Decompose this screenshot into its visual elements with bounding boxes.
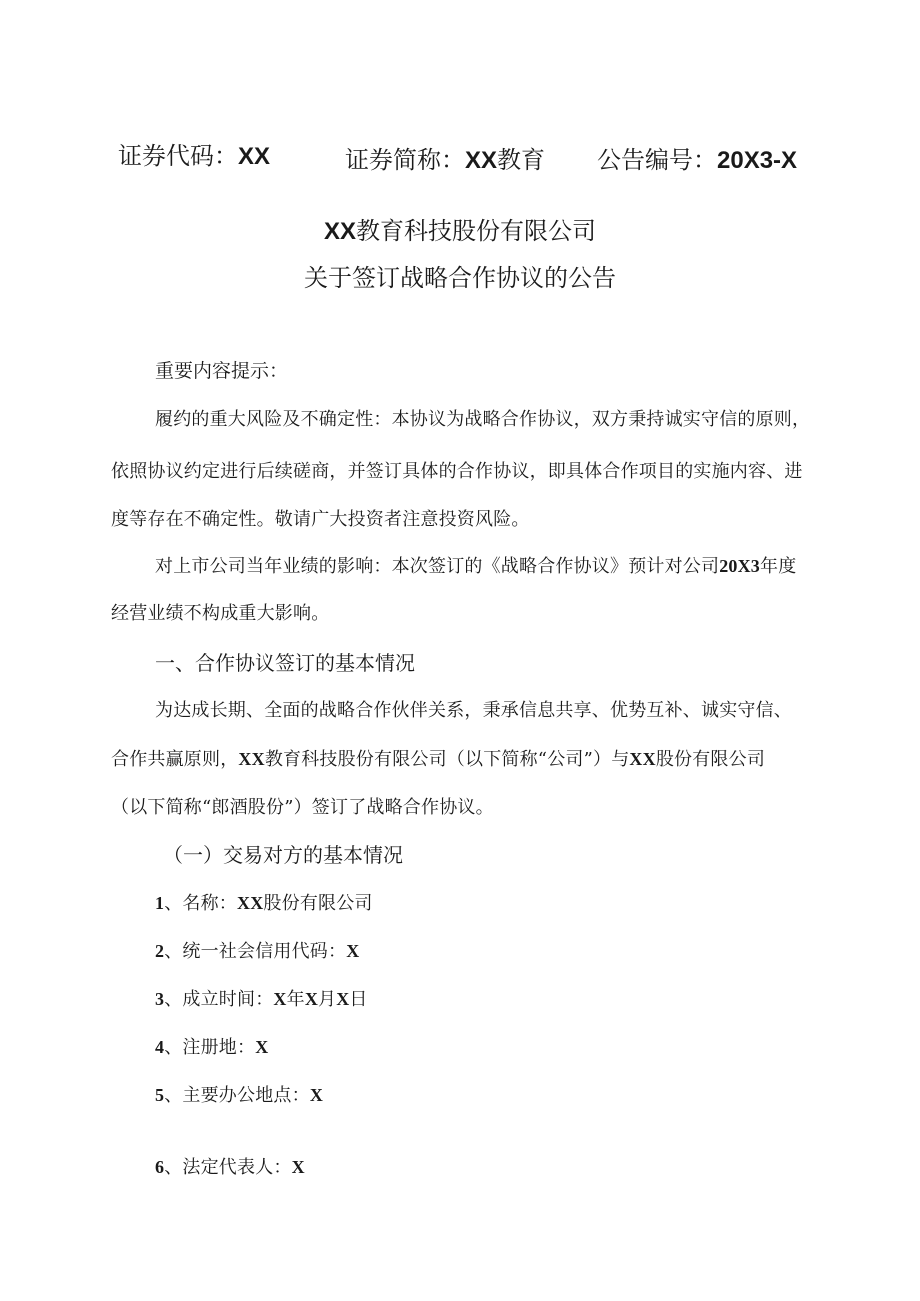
- item-number: 3: [155, 989, 165, 1009]
- item-office: [155, 1081, 323, 1107]
- company-title-rest: 教育科技股份有限公司: [356, 217, 596, 245]
- impact-text-b: 年度: [760, 556, 797, 577]
- item-label: 、注册地：: [164, 1037, 256, 1058]
- impact-line-2: 经营业绩不构成重大影响。: [111, 603, 330, 624]
- item-value: XX: [237, 893, 264, 913]
- item-number: 1: [155, 893, 165, 913]
- item-suffix: 股份有限公司: [263, 893, 373, 914]
- item-year-value: X: [273, 989, 287, 1009]
- stock-abbr-label: 证券简称：: [345, 146, 465, 174]
- item-credit-code: [155, 937, 359, 963]
- item-number: 4: [155, 1037, 165, 1057]
- item-number: 5: [155, 1085, 165, 1105]
- item-registered-place: [155, 1033, 268, 1059]
- item-label: 、名称：: [164, 893, 238, 914]
- section1-heading: 一、合作协议签订的基本情况: [155, 651, 415, 675]
- para2-xx-2: XX: [629, 749, 656, 769]
- para2-a: 合作共赢原则，: [111, 749, 239, 770]
- item-label: 、成立时间：: [164, 989, 274, 1010]
- item-label: 、统一社会信用代码：: [164, 941, 347, 962]
- impact-text-a: 对上市公司当年业绩的影响：本次签订的《战略合作协议》预计对公司: [155, 556, 720, 577]
- item-value: X: [309, 1085, 324, 1105]
- impact-year: 20X3: [719, 556, 761, 576]
- item-value: X: [255, 1037, 269, 1057]
- item-year-unit: 年: [286, 989, 305, 1010]
- announcement-number: [597, 140, 797, 175]
- item-month-unit: 月: [318, 989, 337, 1010]
- stock-code-value: XX: [238, 143, 271, 170]
- item-label: 、法定代表人：: [164, 1157, 292, 1178]
- risk-line-2: 依照协议约定进行后续磋商，并签订具体的合作协议，即具体合作项目的实施内容、进: [111, 461, 803, 482]
- para2-d: 股份有限公司: [655, 749, 766, 770]
- stock-abbr-value: XX: [465, 147, 498, 174]
- item-name: [155, 889, 373, 915]
- impact-line-1: [155, 552, 796, 578]
- para2-c: 教育科技股份有限公司（以下简称“公司”）与: [264, 749, 630, 770]
- item-day-value: X: [336, 989, 350, 1009]
- item-value: X: [291, 1157, 305, 1177]
- risk-line-1: 履约的重大风险及不确定性：本协议为战略合作协议，双方秉持诚实守信的原则，: [155, 409, 811, 430]
- item-value: X: [346, 941, 360, 961]
- section1-para-line-2: [111, 745, 765, 771]
- item-established: [155, 985, 368, 1011]
- announcement-number-value: 20X3-X: [717, 147, 798, 174]
- item-day-unit: 日: [349, 989, 368, 1010]
- item-number: 2: [155, 941, 165, 961]
- para2-xx-1: XX: [238, 749, 265, 769]
- item-month-value: X: [304, 989, 319, 1009]
- company-title: [0, 211, 920, 246]
- announcement-title: 关于签订战略合作协议的公告: [304, 264, 616, 292]
- company-title-bold: XX: [323, 218, 356, 245]
- notice-heading: 重要内容提示：: [155, 360, 289, 382]
- item-number: 6: [155, 1157, 165, 1177]
- stock-code-label: 证券代码：: [118, 142, 238, 170]
- stock-code: [118, 136, 270, 171]
- stock-abbr-suffix: 教育: [497, 146, 546, 174]
- announcement-number-label: 公告编号：: [597, 146, 717, 174]
- section1-para-line-1: 为达成长期、全面的战略合作伙伴关系，秉承信息共享、优势互补、诚实守信、: [155, 700, 792, 721]
- stock-abbr: [345, 140, 545, 175]
- section1-para-line-3: （以下简称“郎酒股份”）签订了战略合作协议。: [111, 797, 494, 818]
- subsection-heading: （一）交易对方的基本情况: [163, 843, 403, 867]
- item-label: 、主要办公地点：: [164, 1085, 310, 1106]
- item-legal-rep: [155, 1153, 305, 1179]
- risk-line-3: 度等存在不确定性。敬请广大投资者注意投资风险。: [111, 509, 530, 530]
